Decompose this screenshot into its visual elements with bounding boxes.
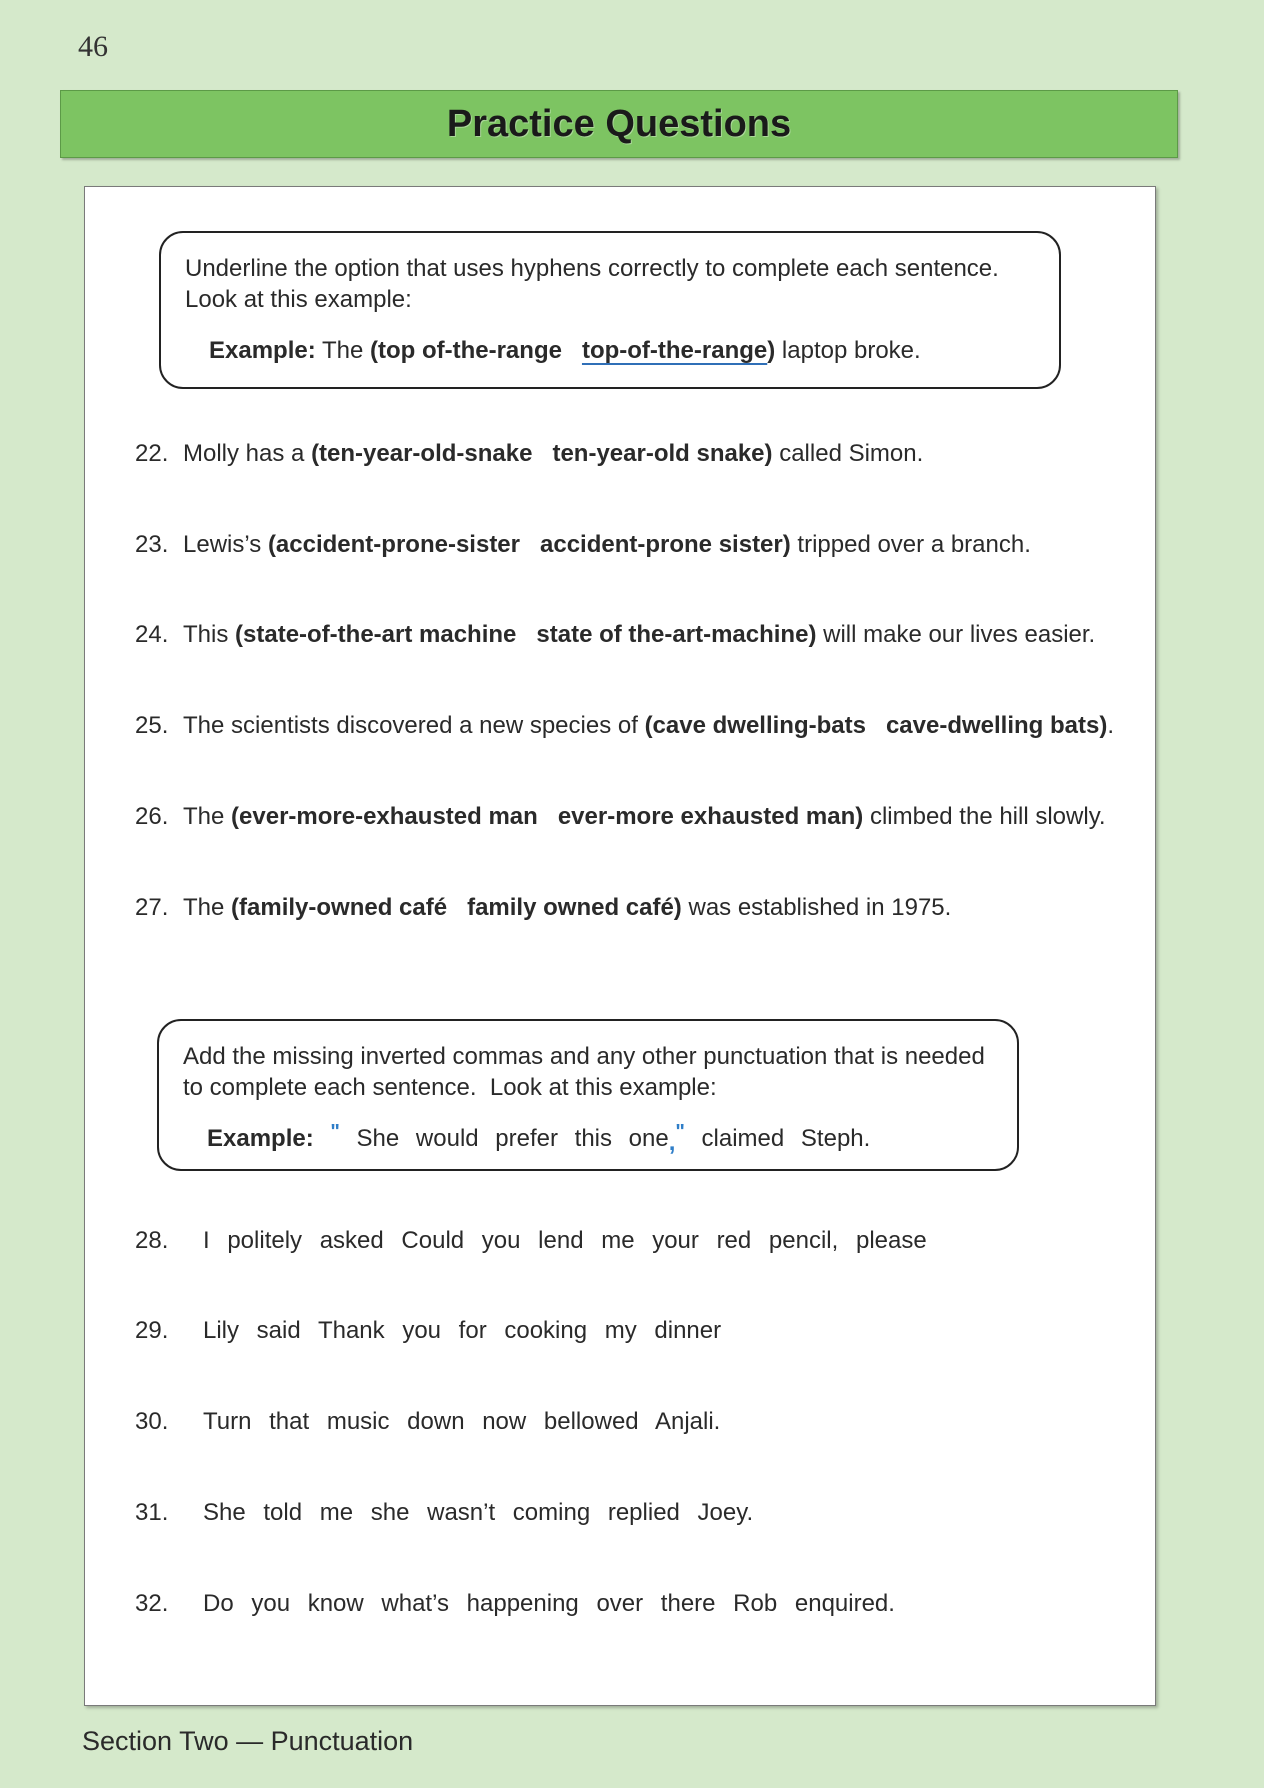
question-text-end: was established in 1975. xyxy=(688,894,952,921)
question-27 xyxy=(135,894,951,922)
question-23 xyxy=(135,531,1031,559)
close-quote-mark: " xyxy=(675,1121,685,1143)
question-text: This xyxy=(183,621,229,648)
question-number: 23. xyxy=(135,531,169,558)
inverted-commas-instruction-box xyxy=(157,1019,1019,1171)
question-31 xyxy=(135,1499,753,1527)
example-text-b: claimed Steph. xyxy=(701,1125,871,1152)
question-text-end: climbed the hill slowly. xyxy=(869,803,1106,830)
example-text-a: She would prefer this one xyxy=(356,1125,669,1152)
question-text-end: called Simon. xyxy=(779,440,924,467)
question-26 xyxy=(135,803,1106,831)
comma-mark: , xyxy=(668,1129,676,1156)
question-30 xyxy=(135,1408,720,1436)
option-b: accident-prone sister) xyxy=(540,531,791,558)
question-number: 24. xyxy=(135,621,169,648)
question-28 xyxy=(135,1227,927,1255)
example-label: Example: xyxy=(209,337,316,364)
question-number: 31. xyxy=(135,1499,169,1526)
page-number: 46 xyxy=(78,30,108,63)
question-number: 25. xyxy=(135,712,169,739)
question-number: 26. xyxy=(135,803,169,830)
inverted-commas-instruction-text: Add the missing inverted commas and any other punctuation that is needed to complete each sentence. Look at this example: xyxy=(183,1043,992,1101)
option-a: (state-of-the-art machine xyxy=(235,621,517,648)
open-quote-mark: " xyxy=(330,1121,340,1143)
question-text: The xyxy=(183,803,225,830)
question-number: 29. xyxy=(135,1317,169,1344)
hyphen-instruction-box xyxy=(159,231,1061,389)
question-number: 30. xyxy=(135,1408,169,1435)
option-b: ten-year-old snake) xyxy=(552,440,773,467)
question-text: Molly has a xyxy=(183,440,305,467)
question-number: 22. xyxy=(135,440,169,467)
question-text: Lily said Thank you for cooking my dinner xyxy=(203,1317,722,1344)
question-22 xyxy=(135,440,923,468)
option-a: (cave dwelling-bats xyxy=(644,712,866,739)
option-b: cave-dwelling bats) xyxy=(885,712,1108,739)
example-post: laptop broke. xyxy=(781,337,921,364)
option-a: (accident-prone-sister xyxy=(267,531,520,558)
option-a: (ten-year-old-snake xyxy=(311,440,533,467)
example-close-paren: ) xyxy=(767,337,776,364)
question-text-end: . xyxy=(1107,712,1115,739)
question-text: She told me she wasn’t coming replied Joey. xyxy=(203,1499,754,1526)
question-text: The xyxy=(183,894,225,921)
question-text-end: will make our lives easier. xyxy=(823,621,1096,648)
hyphen-instruction-text: Underline the option that uses hyphens correctly to complete each sentence. Look at this example: xyxy=(185,255,999,313)
option-a: (ever-more-exhausted man xyxy=(231,803,538,830)
page-title: Practice Questions xyxy=(446,102,792,145)
question-text: Lewis’s xyxy=(183,531,262,558)
example-option-b-underlined: top-of-the-range xyxy=(581,337,768,364)
inverted-commas-example xyxy=(183,1117,993,1158)
hyphen-example xyxy=(185,335,1035,366)
question-text: Do you know what’s happening over there Rob enquired. xyxy=(203,1590,895,1617)
question-number: 27. xyxy=(135,894,169,921)
option-b: state of the-art-machine) xyxy=(536,621,817,648)
section-footer: Section Two — Punctuation xyxy=(82,1726,414,1756)
option-b: family owned café) xyxy=(467,894,682,921)
question-text: Turn that music down now bellowed Anjali. xyxy=(203,1408,721,1435)
option-b: ever-more exhausted man) xyxy=(557,803,864,830)
example-label: Example: xyxy=(207,1125,314,1152)
questions-panel xyxy=(84,186,1156,1706)
question-29 xyxy=(135,1317,721,1345)
question-number: 28. xyxy=(135,1227,169,1254)
title-bar xyxy=(60,90,1178,158)
question-32 xyxy=(135,1590,895,1618)
question-text-end: tripped over a branch. xyxy=(797,531,1031,558)
question-text: I politely asked Could you lend me your red pencil, please xyxy=(203,1227,927,1254)
question-24 xyxy=(135,621,1095,649)
example-pre: The xyxy=(321,337,364,364)
option-a: (family-owned café xyxy=(231,894,448,921)
question-text: The scientists discovered a new species of xyxy=(183,712,638,739)
question-number: 32. xyxy=(135,1590,169,1617)
question-25 xyxy=(135,712,1114,740)
example-option-a: (top of-the-range xyxy=(369,337,562,364)
